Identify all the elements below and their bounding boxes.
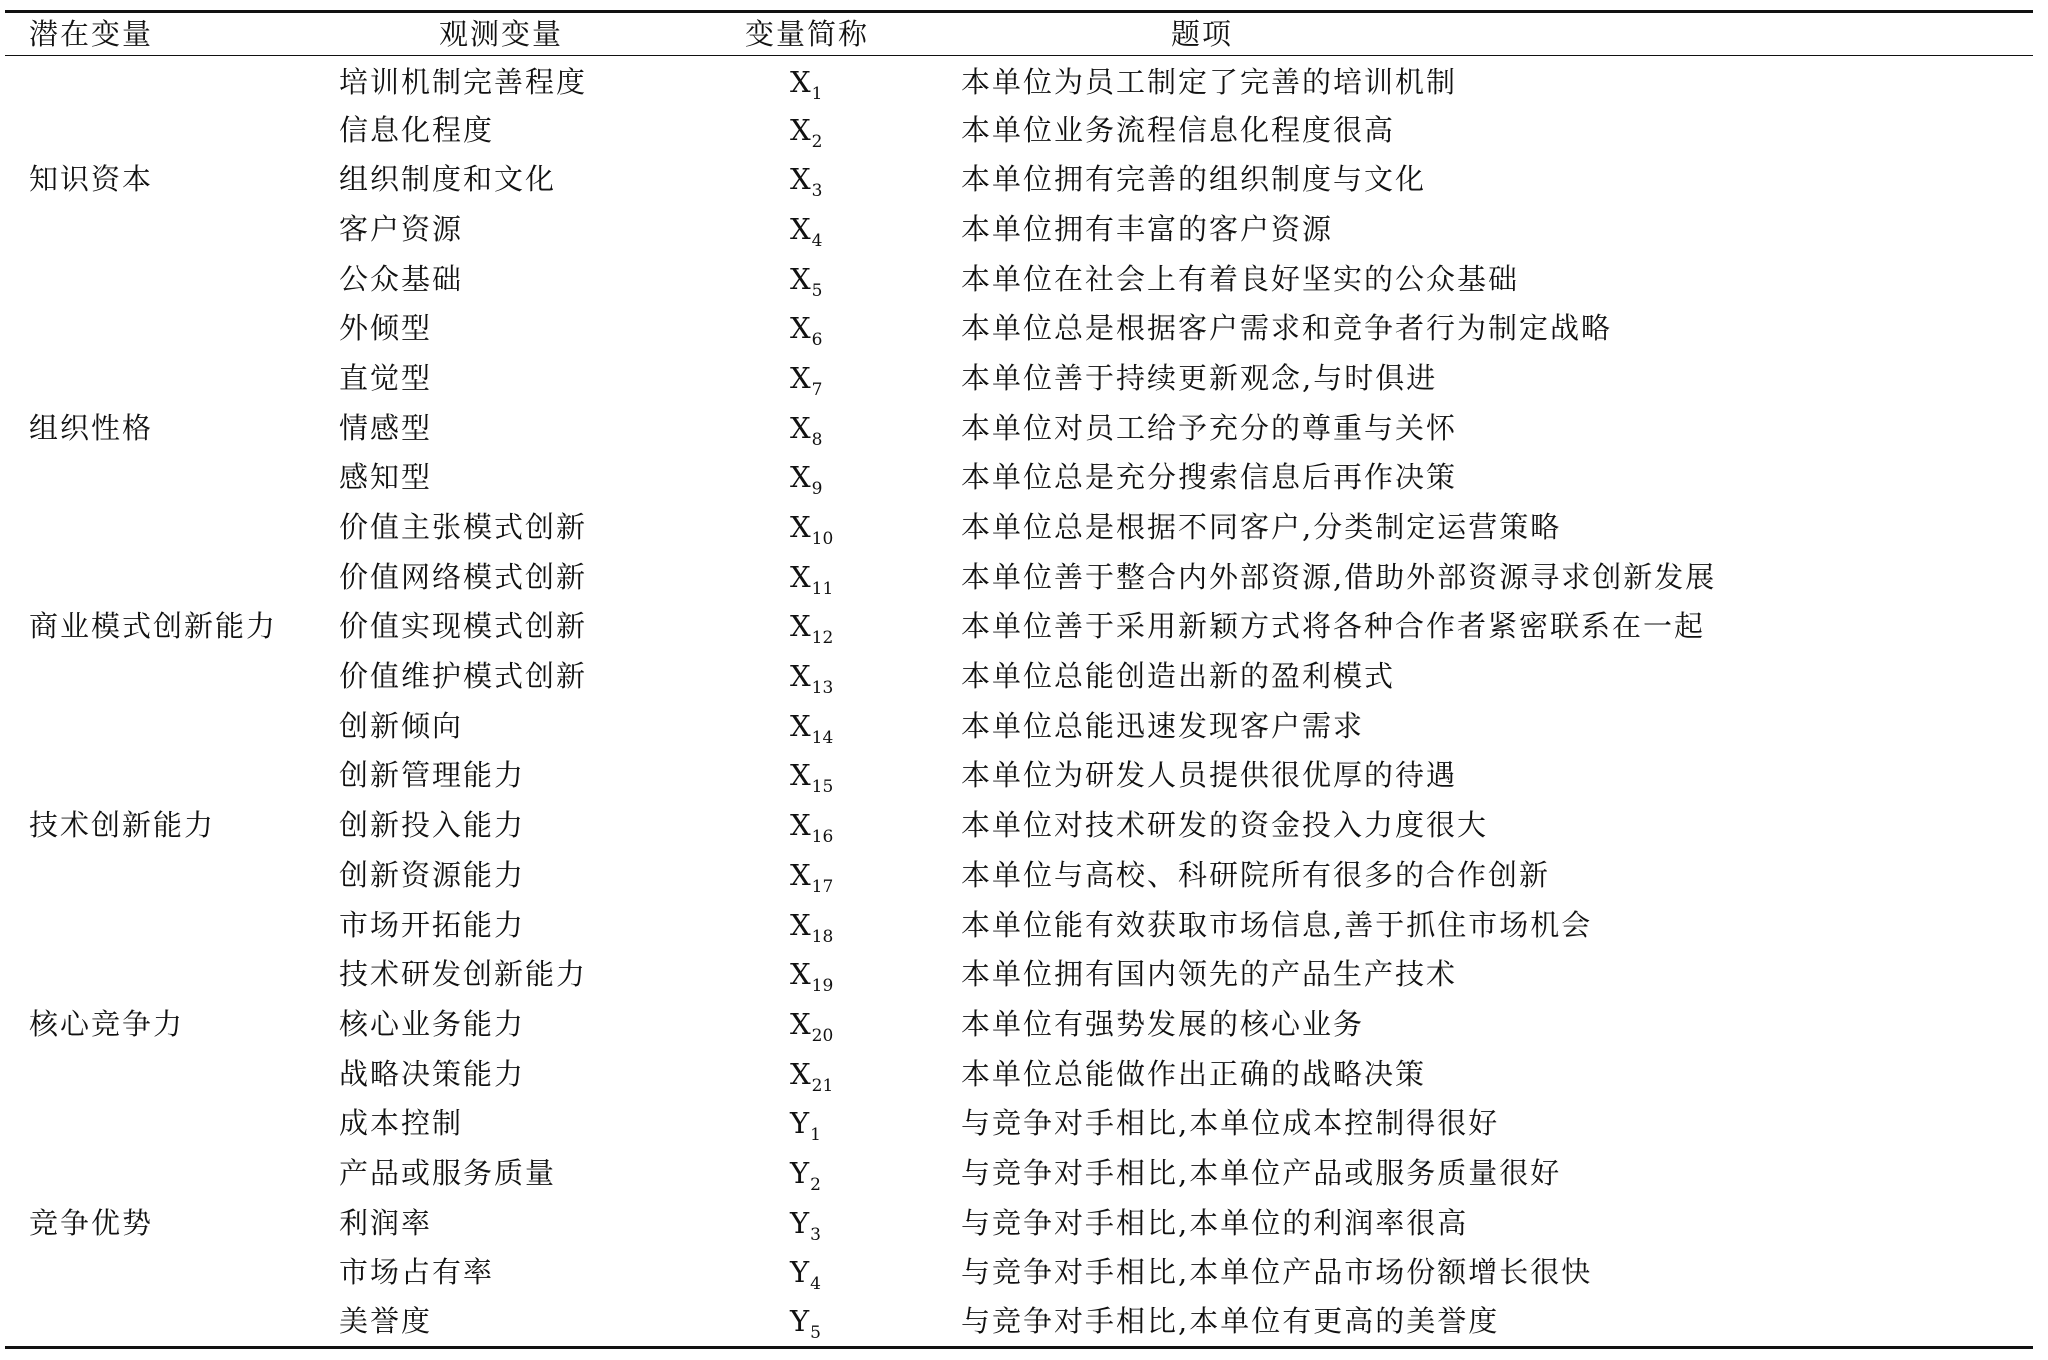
survey-item-cell: 本单位为研发人员提供很优厚的待遇 [961, 758, 1458, 793]
abbreviation-subscript: 15 [811, 777, 834, 798]
abbreviation-subscript: 4 [811, 230, 823, 251]
abbreviation-letter: Y [790, 1106, 810, 1141]
table-row [5, 254, 2033, 304]
table-row [5, 801, 2033, 851]
observed-variable-cell: 市场占有率 [339, 1255, 495, 1290]
latent-variable-cell [5, 950, 335, 1000]
abbreviation-subscript: 1 [811, 83, 823, 104]
survey-item-cell: 本单位善于采用新颖方式将各种合作者紧密联系在一起 [961, 609, 1706, 644]
table-row [5, 1049, 2033, 1099]
survey-item-cell: 与竞争对手相比,本单位产品或服务质量很好 [961, 1155, 1562, 1190]
observed-variable-cell: 创新管理能力 [339, 758, 526, 793]
table-row [5, 105, 2033, 155]
abbreviation-subscript: 2 [811, 131, 823, 152]
abbreviation-cell [735, 403, 955, 453]
survey-item-cell: 本单位对技术研发的资金投入力度很大 [961, 808, 1489, 843]
observed-variable-cell: 组织制度和文化 [339, 162, 557, 197]
abbreviation-letter: X [790, 410, 811, 445]
latent-variable-cell: 竞争优势 [29, 1205, 154, 1240]
abbreviation-letter: X [790, 1006, 811, 1041]
abbreviation-cell [735, 552, 955, 602]
abbreviation-subscript: 2 [810, 1174, 821, 1195]
latent-variable-cell [5, 552, 335, 602]
survey-item-cell: 本单位业务流程信息化程度很高 [961, 112, 1396, 147]
observed-variable-cell: 市场开拓能力 [339, 907, 526, 942]
latent-variable-cell [5, 1099, 335, 1149]
table-row [5, 602, 2033, 652]
abbreviation-subscript: 19 [811, 976, 834, 997]
abbreviation-subscript: 9 [811, 479, 823, 500]
abbreviation-subscript: 3 [810, 1224, 821, 1245]
abbreviation-subscript: 12 [811, 628, 834, 649]
abbreviation-subscript: 8 [811, 429, 823, 450]
abbreviation-cell [735, 56, 955, 106]
latent-variable-cell [5, 701, 335, 751]
abbreviation-cell [735, 304, 955, 354]
survey-item-cell: 本单位总能迅速发现客户需求 [961, 708, 1365, 743]
abbreviation-cell [735, 155, 955, 205]
observed-variable-cell: 培训机制完善程度 [339, 64, 588, 99]
abbreviation-cell [735, 602, 955, 652]
abbreviation-subscript: 21 [811, 1075, 834, 1096]
table-row [5, 900, 2033, 950]
latent-variable-cell: 组织性格 [29, 410, 154, 445]
abbreviation-letter: X [790, 211, 811, 246]
table-row [5, 751, 2033, 801]
latent-variable-cell [5, 453, 335, 503]
table-row [5, 1248, 2033, 1298]
abbreviation-cell [735, 751, 955, 801]
abbreviation-letter: Y [790, 1205, 810, 1240]
table-row [5, 1298, 2033, 1348]
abbreviation-letter: X [790, 261, 811, 296]
observed-variable-cell: 价值实现模式创新 [339, 609, 588, 644]
abbreviation-cell [735, 503, 955, 553]
abbreviation-subscript: 3 [811, 181, 823, 202]
survey-item-cell: 本单位在社会上有着良好坚实的公众基础 [961, 261, 1520, 296]
survey-item-cell: 与竞争对手相比,本单位成本控制得很好 [961, 1106, 1500, 1141]
survey-item-cell: 本单位拥有国内领先的产品生产技术 [961, 957, 1458, 992]
table-header [5, 12, 2033, 56]
survey-item-cell: 本单位与高校、科研院所有很多的合作创新 [961, 857, 1551, 892]
observed-variable-cell: 客户资源 [339, 211, 464, 246]
abbreviation-letter: X [790, 162, 811, 197]
abbreviation-cell [735, 652, 955, 702]
abbreviation-letter: X [790, 112, 811, 147]
survey-item-cell: 与竞争对手相比,本单位产品市场份额增长很快 [961, 1255, 1593, 1290]
survey-item-cell: 本单位总是根据客户需求和竞争者行为制定战略 [961, 311, 1613, 346]
abbreviation-subscript: 6 [811, 330, 823, 351]
abbreviation-cell [735, 1149, 955, 1199]
abbreviation-cell [735, 1000, 955, 1050]
abbreviation-subscript: 17 [811, 876, 834, 897]
abbreviation-cell [735, 1049, 955, 1099]
latent-variable-cell: 技术创新能力 [29, 808, 216, 843]
abbreviation-letter: X [790, 808, 811, 843]
table-row [5, 304, 2033, 354]
abbreviation-cell [735, 701, 955, 751]
observed-variable-cell: 外倾型 [339, 311, 433, 346]
header-latent-variable: 潜在变量 [5, 12, 335, 56]
abbreviation-letter: X [790, 311, 811, 346]
survey-item-cell: 本单位总能做作出正确的战略决策 [961, 1056, 1427, 1091]
observed-variable-cell: 创新投入能力 [339, 808, 526, 843]
abbreviation-subscript: 20 [811, 1025, 834, 1046]
table-row [5, 56, 2033, 106]
abbreviation-letter: X [790, 64, 811, 99]
table-row [5, 403, 2033, 453]
survey-item-cell: 本单位善于整合内外部资源,借助外部资源寻求创新发展 [961, 559, 1717, 594]
latent-variable-cell: 核心竞争力 [29, 1006, 185, 1041]
table-row [5, 453, 2033, 503]
latent-variable-cell [5, 751, 335, 801]
table-row [5, 503, 2033, 553]
abbreviation-letter: X [790, 857, 811, 892]
table-row [5, 701, 2033, 751]
survey-item-cell: 本单位能有效获取市场信息,善于抓住市场机会 [961, 907, 1593, 942]
table-row [5, 552, 2033, 602]
observed-variable-cell: 直觉型 [339, 360, 433, 395]
abbreviation-cell [735, 254, 955, 304]
table-row [5, 354, 2033, 404]
survey-item-cell: 本单位总能创造出新的盈利模式 [961, 659, 1396, 694]
table-body [5, 56, 2033, 1348]
observed-variable-cell: 产品或服务质量 [339, 1155, 557, 1190]
abbreviation-letter: X [790, 758, 811, 793]
abbreviation-letter: X [790, 708, 811, 743]
table-row [5, 1149, 2033, 1199]
survey-item-cell: 本单位拥有完善的组织制度与文化 [961, 162, 1427, 197]
latent-variable-cell [5, 205, 335, 255]
observed-variable-cell: 创新资源能力 [339, 857, 526, 892]
abbreviation-letter: Y [790, 1304, 810, 1339]
latent-variable-cell [5, 652, 335, 702]
latent-variable-cell [5, 1149, 335, 1199]
survey-item-cell: 本单位总是根据不同客户,分类制定运营策略 [961, 510, 1562, 545]
survey-item-cell: 与竞争对手相比,本单位有更高的美誉度 [955, 1298, 2033, 1348]
abbreviation-letter: X [790, 957, 811, 992]
abbreviation-letter: X [790, 510, 811, 545]
abbreviation-subscript: 13 [811, 678, 834, 699]
table-row [5, 652, 2033, 702]
table-row [5, 155, 2033, 205]
latent-variable-cell [5, 851, 335, 901]
latent-variable-cell [5, 56, 335, 106]
abbreviation-cell [735, 453, 955, 503]
survey-item-cell: 本单位拥有丰富的客户资源 [961, 211, 1334, 246]
abbreviation-cell [735, 1198, 955, 1248]
abbreviation-cell [735, 1248, 955, 1298]
table-row [5, 205, 2033, 255]
observed-variable-cell: 成本控制 [339, 1106, 464, 1141]
abbreviation-cell [735, 354, 955, 404]
abbreviation-subscript: 5 [811, 280, 823, 301]
latent-variable-cell [5, 105, 335, 155]
abbreviation-cell [735, 105, 955, 155]
abbreviation-letter: X [790, 1056, 811, 1091]
table-row [5, 851, 2033, 901]
table-row [5, 1000, 2033, 1050]
abbreviation-cell [735, 900, 955, 950]
abbreviation-letter: X [790, 659, 811, 694]
abbreviation-cell [735, 851, 955, 901]
abbreviation-subscript: 7 [811, 379, 823, 400]
table-row [5, 1099, 2033, 1149]
observed-variable-cell: 信息化程度 [339, 112, 495, 147]
abbreviation-letter: X [790, 609, 811, 644]
abbreviation-subscript: 11 [811, 578, 834, 599]
abbreviation-cell [735, 1099, 955, 1149]
abbreviation-subscript: 14 [811, 727, 834, 748]
latent-variable-cell [5, 1049, 335, 1099]
observed-variable-cell: 情感型 [339, 410, 433, 445]
header-row [5, 12, 2033, 56]
abbreviation-cell [735, 801, 955, 851]
variable-measurement-table [5, 10, 2033, 1349]
latent-variable-cell: 商业模式创新能力 [29, 609, 278, 644]
abbreviation-letter: X [790, 460, 811, 495]
abbreviation-subscript: 10 [811, 529, 834, 550]
observed-variable-cell: 利润率 [339, 1205, 433, 1240]
observed-variable-cell: 价值维护模式创新 [339, 659, 588, 694]
observed-variable-cell: 战略决策能力 [339, 1056, 526, 1091]
header-item: 题项 [955, 12, 2033, 56]
abbreviation-letter: Y [790, 1255, 810, 1290]
abbreviation-cell [735, 205, 955, 255]
abbreviation-cell [735, 1298, 955, 1348]
latent-variable-cell [5, 900, 335, 950]
abbreviation-cell [735, 950, 955, 1000]
survey-item-cell: 与竞争对手相比,本单位的利润率很高 [961, 1205, 1469, 1240]
observed-variable-cell: 价值网络模式创新 [339, 559, 588, 594]
table-row [5, 950, 2033, 1000]
latent-variable-cell [5, 354, 335, 404]
abbreviation-subscript: 1 [810, 1125, 821, 1146]
abbreviation-letter: X [790, 360, 811, 395]
latent-variable-cell [5, 1298, 335, 1348]
abbreviation-subscript: 16 [811, 827, 834, 848]
abbreviation-letter: X [790, 559, 811, 594]
survey-item-cell: 本单位对员工给予充分的尊重与关怀 [961, 410, 1458, 445]
observed-variable-cell: 技术研发创新能力 [339, 957, 588, 992]
abbreviation-letter: Y [790, 1155, 810, 1190]
latent-variable-cell [5, 304, 335, 354]
abbreviation-subscript: 4 [810, 1274, 821, 1295]
observed-variable-cell: 核心业务能力 [339, 1006, 526, 1041]
observed-variable-cell: 价值主张模式创新 [339, 510, 588, 545]
observed-variable-cell: 感知型 [339, 460, 433, 495]
survey-item-cell: 本单位为员工制定了完善的培训机制 [961, 64, 1458, 99]
survey-item-cell: 本单位善于持续更新观念,与时俱进 [961, 360, 1438, 395]
abbreviation-subscript: 5 [810, 1323, 821, 1344]
observed-variable-cell: 美誉度 [335, 1298, 735, 1348]
abbreviation-subscript: 18 [811, 926, 834, 947]
survey-item-cell: 本单位总是充分搜索信息后再作决策 [961, 460, 1458, 495]
survey-item-cell: 本单位有强势发展的核心业务 [961, 1006, 1365, 1041]
header-abbreviation: 变量简称 [735, 12, 955, 56]
header-observed-variable: 观测变量 [335, 12, 735, 56]
observed-variable-cell: 创新倾向 [339, 708, 464, 743]
table-row [5, 1198, 2033, 1248]
latent-variable-cell: 知识资本 [29, 162, 154, 197]
latent-variable-cell [5, 254, 335, 304]
latent-variable-cell [5, 503, 335, 553]
abbreviation-letter: X [790, 907, 811, 942]
latent-variable-cell [5, 1248, 335, 1298]
observed-variable-cell: 公众基础 [339, 261, 464, 296]
